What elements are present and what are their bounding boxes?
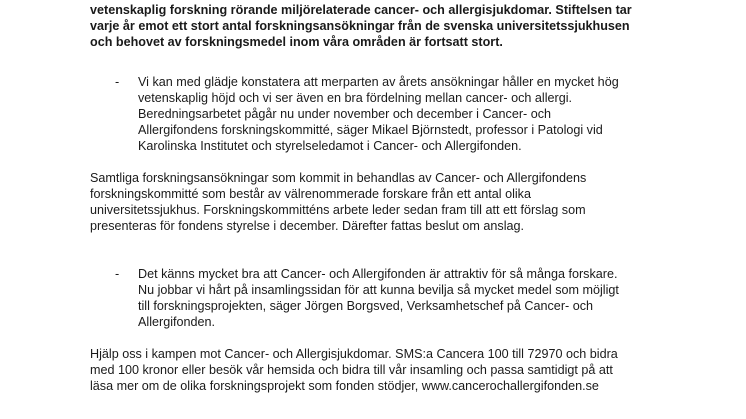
intro-line: vetenskaplig forskning rörande miljörelaterade cancer- och allergisjukdomar. Stiftelsen tar [90, 3, 632, 17]
paragraph-donate [90, 346, 710, 394]
paragraph-line: Samtliga forskningsansökningar som kommit in behandlas av Cancer- och Allergifondens [90, 171, 587, 185]
paragraph-line: forskningskommitté som består av välrenommerade forskare från ett antal olika [90, 187, 531, 201]
quote-jorgen [138, 266, 738, 330]
paragraph-line: universitetssjukhus. Forskningskommitténs arbete leder sedan fram till att ett förslag som [90, 203, 586, 217]
paragraph-line: Hjälp oss i kampen mot Cancer- och Allergisjukdomar. SMS:a Cancera 100 till 72970 och bidra [90, 347, 618, 361]
quote-line: Beredningsarbetet pågår nu under november och december i Cancer- och [138, 107, 552, 121]
quote-line: vetenskaplig höjd och vi ser även en bra fördelning mellan cancer- och allergi. [138, 91, 573, 105]
quote-line: Allergifondens forskningskommitté, säger Mikael Björnstedt, professor i Patologi vid [138, 123, 603, 137]
quote-line: till forskningsprojekten, säger Jörgen Borgsved, Verksamhetschef på Cancer- och [138, 299, 594, 313]
quote-line: Det känns mycket bra att Cancer- och Allergifonden är attraktiv för så många forskare. [138, 267, 618, 281]
quote-mikael [138, 74, 738, 154]
intro-paragraph [90, 2, 710, 50]
paragraph-line: läsa mer om de olika forskningsprojekt som fonden stödjer, www.cancerochallergifonden.se [90, 379, 599, 393]
quote-dash: - [115, 75, 120, 89]
intro-line: varje år emot ett stort antal forskningsansökningar från de svenska universitetssjukhusen [90, 19, 630, 33]
intro-line: och behovet av forskningsmedel inom våra områden är fortsatt stort. [90, 35, 503, 49]
quote-dash: - [115, 267, 120, 281]
quote-line: Karolinska Institutet och styrelseledamot i Cancer- och Allergifonden. [138, 139, 522, 153]
paragraph-line: presenteras för fondens styrelse i december. Därefter fattas beslut om anslag. [90, 219, 525, 233]
paragraph-committee [90, 170, 710, 234]
quote-line: Nu jobbar vi hårt på insamlingssidan för att kunna bevilja så mycket medel som möjligt [138, 283, 619, 297]
quote-line: Allergifonden. [138, 315, 216, 329]
quote-line: Vi kan med glädje konstatera att merparten av årets ansökningar håller en mycket hög [138, 75, 619, 89]
paragraph-line: med 100 kronor eller besök vår hemsida och bidra till vår insamling och passa samtidigt på att [90, 363, 613, 377]
